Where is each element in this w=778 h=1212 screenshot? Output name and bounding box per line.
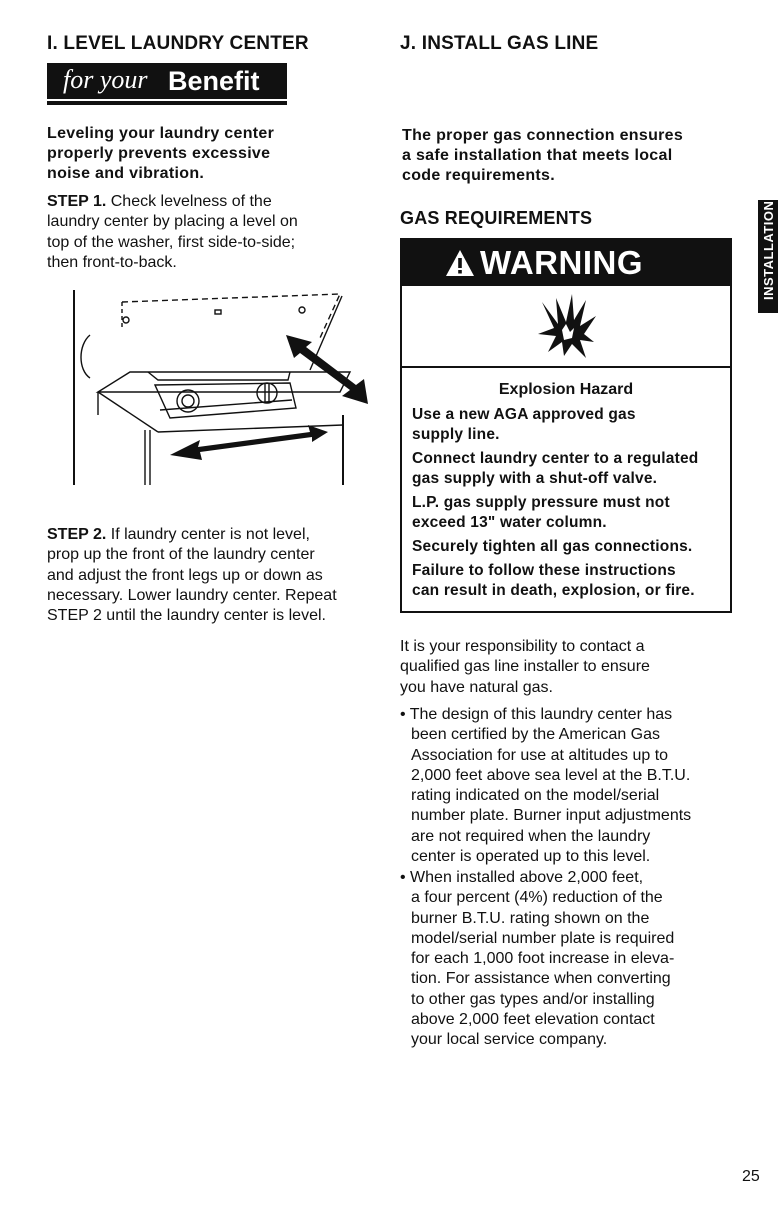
hazard-line: L.P. gas supply pressure must not [412,494,670,511]
warning-header [402,240,730,286]
responsibility-line: qualified gas line installer to ensure [400,658,650,676]
laundry-center-level-illustration [60,280,380,490]
page-number: 25 [742,1168,760,1185]
level-laundry-heading: I. LEVEL LAUNDRY CENTER [47,33,309,54]
step1-line: then front-to-back. [47,253,177,271]
hazard-line: Failure to follow these instructions [412,562,676,579]
elevation-bullet [400,868,674,1051]
responsibility-line: It is your responsibility to contact a [400,638,645,655]
bullet-line: tion. For assistance when converting [411,970,671,988]
bullet-line: 2,000 feet above sea level at the B.T.U. [411,766,691,784]
bullet-line: a four percent (4%) reduction of the [411,889,663,907]
bullet-line: center is operated up to this level. [411,848,651,866]
hazard-line: can result in death, explosion, or fire. [412,582,695,599]
bullet-line: Association for use at altitudes up to [411,746,669,764]
intro-line: Leveling your laundry center [47,125,275,142]
warning-box [400,238,732,613]
badge-for-your: for your [63,65,148,94]
bullet-line: your local service company. [411,1031,608,1049]
step2-line: and adjust the front legs up or down as [47,566,323,584]
badge-benefit: Benefit [168,66,260,96]
explosion-icon [536,294,598,360]
hazard-line: gas supply with a shut-off valve. [412,470,658,487]
gas-intro-line: The proper gas connection ensures [402,127,684,144]
step2-line: If laundry center is not level, [106,526,310,543]
intro-line: properly prevents excessive [47,145,271,162]
step1-line: laundry center by placing a level on [47,213,298,231]
bullet-line: are not required when the laundry [411,827,651,845]
bullet-line: burner B.T.U. rating shown on the [411,909,650,927]
gas-intro-line: a safe installation that meets local [402,147,673,164]
bullet-line: • The design of this laundry center has [400,706,673,723]
bullet-line: to other gas types and/or installing [411,990,655,1008]
warning-separator [402,366,730,368]
bullet-line: above 2,000 feet elevation contact [411,1011,655,1029]
hazard-instructions [412,405,698,601]
installation-side-tab [758,200,778,313]
step2-line: STEP 2 until the laundry center is level. [47,607,326,625]
bullet-line: been certified by the American Gas [411,726,661,744]
step2-label: STEP 2. [47,526,107,543]
badge-rule [47,99,287,101]
warning-triangle-icon [444,248,476,278]
bullet-line: number plate. Burner input adjustments [411,807,692,825]
step1-text [47,192,298,273]
hazard-line: Connect laundry center to a regulated [412,450,699,467]
altitude-bullet [400,705,691,867]
warning-title: WARNING [480,244,643,281]
bullet-line: rating indicated on the model/serial [411,787,660,805]
gas-intro-line: code requirements. [402,167,556,184]
bullet-line: for each 1,000 foot increase in eleva- [411,950,675,968]
hazard-title: Explosion Hazard [498,381,634,398]
gas-requirements-heading: GAS REQUIREMENTS [400,208,593,228]
hazard-line: Use a new AGA approved gas [412,406,636,423]
step1-label: STEP 1. [47,193,107,210]
responsibility-text [400,637,650,698]
bullet-line: model/serial number plate is required [411,929,675,947]
step2-text [47,525,337,626]
for-your-benefit-badge [47,63,287,105]
step1-line: Check levelness of the [106,193,272,210]
install-gas-heading: J. INSTALL GAS LINE [400,33,599,54]
leveling-intro [47,124,274,184]
step2-line: necessary. Lower laundry center. Repeat [47,586,337,604]
step2-line: prop up the front of the laundry center [47,546,315,564]
bullet-line: • When installed above 2,000 feet, [400,869,644,886]
gas-intro [402,126,683,186]
side-tab-label: INSTALLATION [761,200,776,300]
responsibility-line: you have natural gas. [400,678,553,696]
hazard-line: exceed 13" water column. [412,514,607,531]
intro-line: noise and vibration. [47,165,205,182]
step1-line: top of the washer, first side-to-side; [47,233,296,251]
hazard-line: supply line. [412,426,500,443]
hazard-line: Securely tighten all gas connections. [412,538,693,555]
